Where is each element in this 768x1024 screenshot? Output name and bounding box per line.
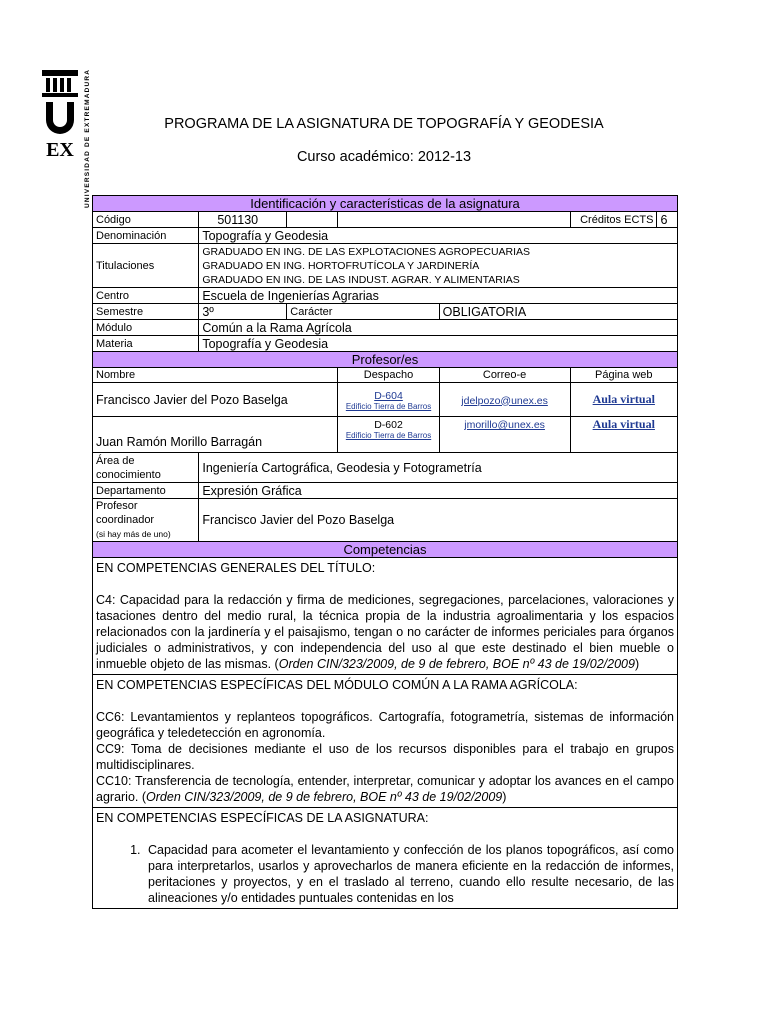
departamento-value: Expresión Gráfica — [199, 483, 678, 499]
departamento-label: Departamento — [93, 483, 199, 499]
col-correo: Correo-e — [439, 368, 570, 383]
cc10-reference: Orden CIN/323/2009, de 9 de febrero, BOE nº 43 de 19/02/2009 — [146, 790, 503, 804]
profesor-row — [93, 383, 678, 417]
titulacion-item: GRADUADO EN ING. DE LAS EXPLOTACIONES AGROPECUARIAS — [202, 245, 531, 258]
centro-label: Centro — [93, 288, 199, 304]
c4-paragraph: C4: Capacidad para la redacción y firma de mediciones, segregaciones, parcelaciones, valoraciones y tasaciones dentro del medio rural, la técnica propia de la industria agroalimentaria y los espacios relacionados con la jardinería y el paisajismo, tengan o no carácter de informes periciales para órganos judiciales o administrativos, y con independencia del uso al que este destinado el bien mueble o inmueble objeto de las mismas. (Orden CIN/323/2009, de 9 de febrero, BOE nº 43 de 19/02/2009) — [96, 593, 674, 671]
coordinador-label: Profesor coordinador — [96, 500, 155, 526]
materia-value: Topografía y Geodesia — [199, 336, 678, 352]
edificio-link[interactable]: Edificio Tierra de Barros — [345, 431, 432, 440]
cc10-paragraph: CC10: Transferencia de tecnología, entender, interpretar, comunicar y adoptar los avances en el campo agrario. (Orden CIN/323/2009, de 9 de febrero, BOE nº 43 de 19/02/2009) — [96, 774, 674, 804]
modulo-heading: EN COMPETENCIAS ESPECÍFICAS DEL MÓDULO COMÚN A LA RAMA AGRÍCOLA: — [96, 678, 578, 692]
c4-reference: Orden CIN/323/2009, de 9 de febrero, BOE nº 43 de 19/02/2009 — [278, 657, 635, 671]
area-label: Área de conocimiento — [93, 453, 199, 483]
coordinador-note: (si hay más de uno) — [96, 529, 171, 539]
email-link[interactable]: jdelpozo@unex.es — [461, 394, 548, 407]
profesor-despacho — [338, 383, 439, 417]
course-table — [92, 195, 678, 909]
competencias-asignatura — [93, 808, 678, 909]
edificio-link[interactable]: Edificio Tierra de Barros — [345, 402, 432, 411]
codigo-value: 501130 — [199, 212, 287, 228]
email-link[interactable]: jmorillo@unex.es — [464, 419, 545, 431]
section-profesores: Profesor/es — [93, 352, 678, 368]
codigo-label: Código — [93, 212, 199, 228]
coordinador-label-cell — [93, 499, 199, 542]
titulacion-item: GRADUADO EN ING. HORTOFRUTÍCOLA Y JARDINERÍA — [202, 259, 480, 272]
semestre-label: Semestre — [93, 304, 199, 320]
denominacion-value: Topografía y Geodesia — [199, 228, 678, 244]
profesor-nombre: Francisco Javier del Pozo Baselga — [93, 383, 338, 417]
col-nombre: Nombre — [93, 368, 338, 383]
semestre-value: 3º — [199, 304, 287, 320]
col-pagina-web: Página web — [570, 368, 677, 383]
aula-virtual-link[interactable]: Aula virtual — [592, 417, 655, 431]
creditos-label: Créditos ECTS — [570, 212, 657, 228]
area-value: Ingeniería Cartográfica, Geodesia y Fotogrametría — [199, 453, 678, 483]
cc9-paragraph: CC9: Toma de decisiones mediante el uso de los recursos disponibles para el trabajo en grupos multidisciplinares. — [96, 742, 674, 772]
titulaciones-list — [199, 244, 678, 288]
modulo-value: Común a la Rama Agrícola — [199, 320, 678, 336]
section-competencias: Competencias — [93, 542, 678, 558]
list-item: 1. Capacidad para acometer el levantamiento y confección de los planos topográficos, así como para interpretarlos, usarlos y aprovecharlos de manera eficiente en la redacción de informes, peritaciones y proyectos, y en el traslado al terreno, cuando ello resulte necesario, de las alineaciones y/o entidades puntuales contenidas en los — [144, 842, 674, 906]
centro-value: Escuela de Ingenierías Agrarias — [199, 288, 678, 304]
denominacion-label: Denominación — [93, 228, 199, 244]
university-name: UNIVERSIDAD DE EXTREMADURA — [84, 68, 91, 208]
competencias-modulo — [93, 675, 678, 808]
competencias-generales — [93, 558, 678, 675]
col-despacho: Despacho — [338, 368, 439, 383]
despacho-link[interactable]: D-604 — [374, 390, 403, 402]
svg-text:EX: EX — [46, 139, 74, 160]
page-subtitle: Curso académico: 2012-13 — [296, 149, 472, 165]
asignatura-heading: EN COMPETENCIAS ESPECÍFICAS DE LA ASIGNATURA: — [96, 811, 429, 825]
profesor-row — [93, 417, 678, 453]
generales-heading: EN COMPETENCIAS GENERALES DEL TÍTULO: — [96, 561, 376, 575]
aula-virtual-link[interactable]: Aula virtual — [592, 392, 655, 406]
titulacion-item: GRADUADO EN ING. DE LAS INDUST. AGRAR. Y ALIMENTARIAS — [202, 273, 520, 286]
coordinador-value: Francisco Javier del Pozo Baselga — [199, 499, 678, 542]
caracter-value: OBLIGATORIA — [439, 304, 677, 320]
caracter-label: Carácter — [287, 304, 439, 320]
section-identificacion: Identificación y características de la asignatura — [93, 196, 678, 212]
cc6-paragraph: CC6: Levantamientos y replanteos topográficos. Cartografía, fotogrametría, sistemas de información geográfica y teledetección en agronomía. — [96, 710, 674, 740]
modulo-label: Módulo — [93, 320, 199, 336]
c4-text: C4: Capacidad para la redacción y firma de mediciones, segregaciones, parcelaciones, valoraciones y tasaciones dentro del medio rural, la técnica propia de la industria agroalimentaria y los espacios relacionados con la jardinería y el paisajismo, tengan o no carácter de informes periciales para órganos judiciales o administrativos, y con independencia del uso al que este destinado el bien mueble o inmueble objeto de las mismas. ( — [96, 593, 674, 671]
page-title: PROGRAMA DE LA ASIGNATURA DE TOPOGRAFÍA Y GEODESIA — [164, 116, 604, 132]
materia-label: Materia — [93, 336, 199, 352]
uex-crest-icon — [40, 68, 80, 160]
titulaciones-label: Titulaciones — [93, 244, 199, 288]
competencias-list — [96, 842, 674, 906]
profesor-despacho — [338, 417, 439, 453]
creditos-value: 6 — [657, 212, 678, 228]
despacho-text: D-602 — [374, 419, 403, 431]
profesor-nombre: Juan Ramón Morillo Barragán — [93, 417, 338, 453]
